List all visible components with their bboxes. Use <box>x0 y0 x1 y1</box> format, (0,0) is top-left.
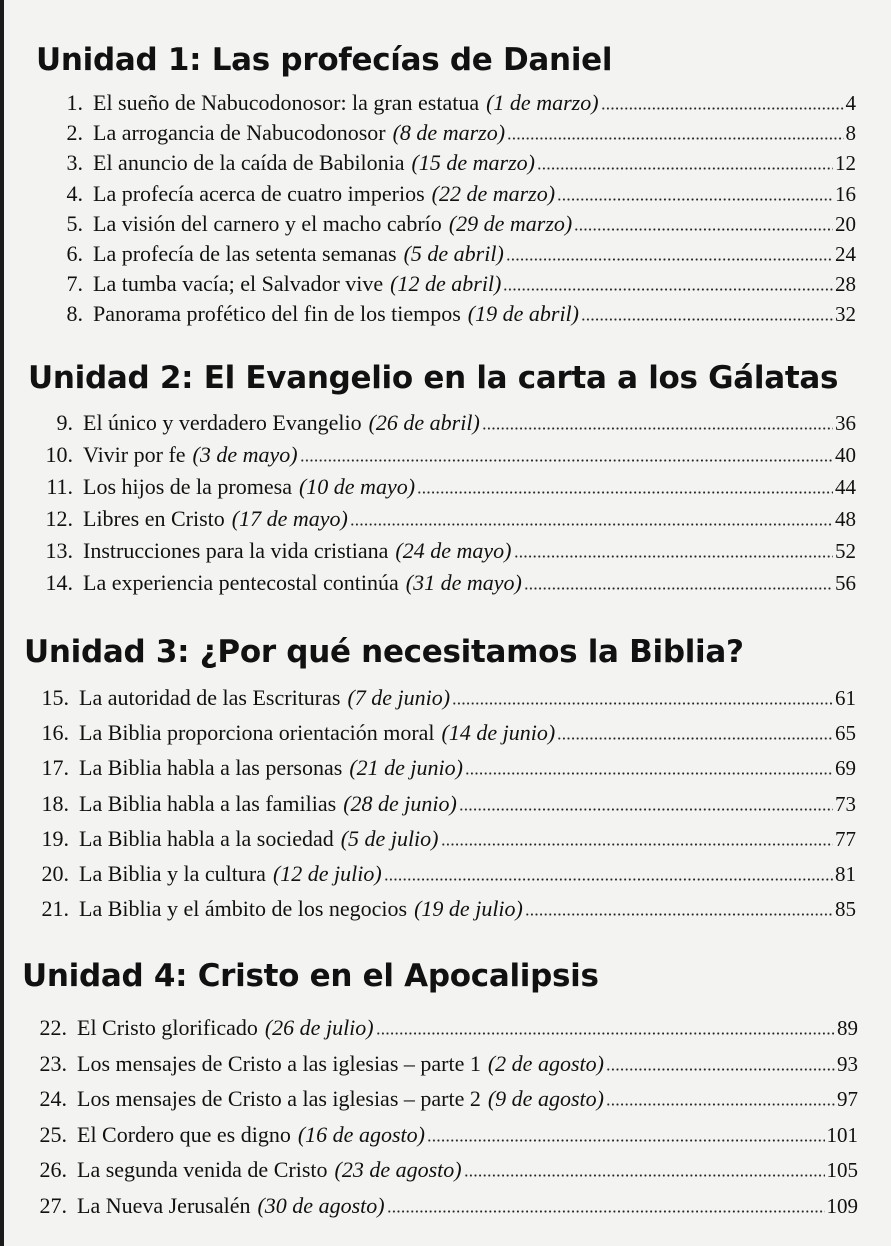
lesson-number: 24. <box>39 1086 67 1112</box>
lesson-date: (30 de agosto) <box>257 1193 385 1218</box>
toc-entry <box>0 826 856 858</box>
lesson-title: La Biblia proporciona orientación moral <box>79 720 435 746</box>
lesson-date: (24 de mayo) <box>395 538 512 563</box>
toc-entry <box>0 120 856 152</box>
lesson-date: (2 de agosto) <box>487 1050 604 1076</box>
page-number: 85 <box>835 897 856 922</box>
unit-title: Unidad 2: El Evangelio en la carta a los Gálatas <box>28 360 839 396</box>
page-number: 73 <box>835 791 856 816</box>
toc-entry <box>0 506 856 538</box>
page-number: 77 <box>835 826 856 851</box>
lesson-date: (17 de mayo) <box>231 506 348 531</box>
page-number: 56 <box>835 571 856 595</box>
lesson-number: 8. <box>66 301 83 327</box>
toc-entry <box>0 1051 858 1083</box>
toc-entry <box>0 410 856 442</box>
page-number: 44 <box>835 475 856 499</box>
lesson-title: La Biblia habla a las personas <box>79 755 343 781</box>
toc-entry <box>0 1086 858 1118</box>
lesson-title: La profecía acerca de cuatro imperios <box>93 180 425 206</box>
dot-leader <box>387 1210 825 1213</box>
toc-entry <box>0 181 856 213</box>
dot-leader <box>574 228 833 231</box>
page-number: 20 <box>835 211 856 236</box>
page-number: 69 <box>835 756 856 781</box>
toc-entry <box>0 442 856 474</box>
dot-leader <box>525 913 833 916</box>
lesson-title: La arrogancia de Nabucodonosor <box>93 120 386 146</box>
lesson-date: (26 de abril) <box>368 410 480 435</box>
lesson-title: La experiencia pentecostal continúa <box>83 570 399 595</box>
page-number: 32 <box>835 302 856 327</box>
lesson-date: (29 de marzo) <box>448 210 573 236</box>
lesson-title: Los mensajes de Cristo a las iglesias – parte 2 <box>77 1086 481 1112</box>
page-number: 101 <box>826 1122 858 1147</box>
lesson-number: 26. <box>39 1157 67 1183</box>
lesson-number: 1. <box>66 90 83 115</box>
lesson-date: (16 de agosto) <box>297 1121 425 1147</box>
lesson-title: La Nueva Jerusalén <box>77 1193 251 1218</box>
lesson-number: 16. <box>41 720 69 746</box>
unit-title: Unidad 1: Las profecías de Daniel <box>36 42 613 78</box>
dot-leader <box>606 1068 835 1071</box>
page-number: 93 <box>837 1051 858 1076</box>
lesson-title: La autoridad de las Escrituras <box>79 685 341 710</box>
dot-leader <box>350 523 833 526</box>
lesson-date: (12 de abril) <box>390 271 502 297</box>
toc-entry <box>0 90 856 122</box>
toc-entry <box>0 211 856 243</box>
dot-leader <box>459 808 833 811</box>
lesson-title: La Biblia y el ámbito de los negocios <box>79 896 408 922</box>
lesson-number: 5. <box>66 210 83 236</box>
dot-leader <box>465 772 833 775</box>
lesson-number: 21. <box>41 896 69 922</box>
dot-leader <box>376 1032 835 1035</box>
unit-title: Unidad 3: ¿Por qué necesitamos la Biblia? <box>24 634 744 670</box>
lesson-title: El Cristo glorificado <box>77 1015 258 1040</box>
lesson-date: (19 de abril) <box>467 301 579 327</box>
lesson-date: (3 de mayo) <box>192 442 298 467</box>
lesson-date: (31 de mayo) <box>405 570 522 595</box>
lesson-date: (5 de julio) <box>340 825 439 851</box>
page-number: 109 <box>826 1194 858 1218</box>
lesson-title: La segunda venida de Cristo <box>77 1157 328 1183</box>
page-number: 36 <box>835 411 856 435</box>
lesson-number: 20. <box>41 861 69 886</box>
lesson-number: 7. <box>66 271 83 297</box>
lesson-number: 12. <box>45 506 73 531</box>
toc-entry <box>0 474 856 506</box>
toc-entry <box>0 1157 858 1189</box>
dot-leader <box>441 843 834 846</box>
lesson-number: 4. <box>66 180 83 206</box>
dot-leader <box>524 587 833 590</box>
lesson-number: 18. <box>41 790 69 816</box>
dot-leader <box>300 459 833 462</box>
lesson-number: 3. <box>66 150 83 176</box>
dot-leader <box>606 1103 835 1106</box>
lesson-title: Instrucciones para la vida cristiana <box>83 538 389 563</box>
dot-leader <box>581 318 833 321</box>
dot-leader <box>417 491 833 494</box>
lesson-title: El sueño de Nabucodonosor: la gran estatua <box>93 90 480 115</box>
lesson-title: La Biblia habla a las familias <box>79 790 337 816</box>
page-number: 12 <box>835 151 856 176</box>
lesson-number: 27. <box>39 1193 67 1218</box>
lesson-title: Los hijos de la promesa <box>83 474 292 499</box>
page-number: 52 <box>835 539 856 563</box>
dot-leader <box>557 198 833 201</box>
page-number: 40 <box>835 443 856 467</box>
page-number: 16 <box>835 181 856 206</box>
dot-leader <box>452 702 833 705</box>
lesson-title: Vivir por fe <box>83 442 186 467</box>
toc-entry <box>0 861 856 893</box>
dot-leader <box>427 1139 825 1142</box>
dot-leader <box>514 555 834 558</box>
lesson-number: 10. <box>45 442 73 467</box>
toc-entry <box>0 538 856 570</box>
lesson-date: (26 de julio) <box>264 1015 374 1040</box>
dot-leader <box>464 1174 825 1177</box>
toc-entry <box>0 685 856 717</box>
lesson-title: El único y verdadero Evangelio <box>83 410 362 435</box>
lesson-title: El Cordero que es digno <box>77 1121 291 1147</box>
lesson-number: 19. <box>41 825 69 851</box>
lesson-number: 6. <box>66 241 83 266</box>
lesson-date: (9 de agosto) <box>487 1086 604 1112</box>
dot-leader <box>482 427 833 430</box>
dot-leader <box>557 737 833 740</box>
lesson-date: (7 de junio) <box>347 685 451 710</box>
lesson-date: (12 de julio) <box>272 861 382 886</box>
dot-leader <box>506 258 833 261</box>
toc-entry <box>0 1122 858 1154</box>
lesson-date: (5 de abril) <box>403 241 504 266</box>
page-number: 97 <box>837 1087 858 1112</box>
lesson-date: (21 de junio) <box>349 755 463 781</box>
dot-leader <box>384 878 833 881</box>
lesson-date: (1 de marzo) <box>486 90 599 115</box>
lesson-date: (23 de agosto) <box>334 1157 462 1183</box>
toc-entry <box>0 755 856 787</box>
dot-leader <box>507 137 843 140</box>
page-number: 81 <box>835 862 856 886</box>
page-number: 61 <box>835 686 856 710</box>
lesson-date: (22 de marzo) <box>431 180 556 206</box>
lesson-title: La profecía de las setenta semanas <box>93 241 397 266</box>
toc-entry <box>0 241 856 273</box>
page-number: 89 <box>837 1016 858 1040</box>
toc-entry <box>0 271 856 303</box>
page-number: 4 <box>845 91 856 115</box>
lesson-date: (14 de junio) <box>441 720 556 746</box>
toc-entry <box>0 896 856 928</box>
page-number: 65 <box>835 721 856 746</box>
lesson-number: 13. <box>45 538 73 563</box>
lesson-title: La Biblia y la cultura <box>79 861 266 886</box>
unit-title: Unidad 4: Cristo en el Apocalipsis <box>22 958 599 994</box>
lesson-number: 9. <box>56 410 73 435</box>
dot-leader <box>601 107 844 110</box>
page-number: 24 <box>835 242 856 266</box>
lesson-number: 2. <box>66 120 83 146</box>
page-number: 105 <box>826 1158 858 1183</box>
toc-entry <box>0 1015 858 1047</box>
lesson-title: Panorama profético del fin de los tiempos <box>93 301 461 327</box>
toc-entry <box>0 150 856 182</box>
lesson-number: 11. <box>46 474 73 499</box>
lesson-title: La visión del carnero y el macho cabrío <box>93 210 442 236</box>
toc-entry <box>0 791 856 823</box>
dot-leader <box>537 167 833 170</box>
toc-entry <box>0 301 856 333</box>
lesson-number: 17. <box>41 755 69 781</box>
lesson-date: (8 de marzo) <box>392 120 506 146</box>
toc-entry <box>0 1193 858 1225</box>
lesson-date: (10 de mayo) <box>298 474 416 499</box>
page-number: 48 <box>835 507 856 531</box>
dot-leader <box>503 288 833 291</box>
page-number: 8 <box>845 121 856 146</box>
lesson-date: (15 de marzo) <box>411 150 535 176</box>
lesson-number: 15. <box>41 685 69 710</box>
toc-entry <box>0 720 856 752</box>
lesson-number: 14. <box>45 570 73 595</box>
lesson-number: 23. <box>39 1050 67 1076</box>
lesson-date: (28 de junio) <box>343 790 457 816</box>
lesson-date: (19 de julio) <box>414 896 523 922</box>
lesson-title: El anuncio de la caída de Babilonia <box>93 150 405 176</box>
lesson-title: Los mensajes de Cristo a las iglesias – parte 1 <box>77 1050 481 1076</box>
lesson-title: La Biblia habla a la sociedad <box>79 825 334 851</box>
lesson-number: 25. <box>39 1121 67 1147</box>
toc-entry <box>0 570 856 602</box>
lesson-number: 22. <box>39 1015 67 1040</box>
lesson-title: La tumba vacía; el Salvador vive <box>93 271 384 297</box>
page-number: 28 <box>835 272 856 297</box>
lesson-title: Libres en Cristo <box>83 506 225 531</box>
